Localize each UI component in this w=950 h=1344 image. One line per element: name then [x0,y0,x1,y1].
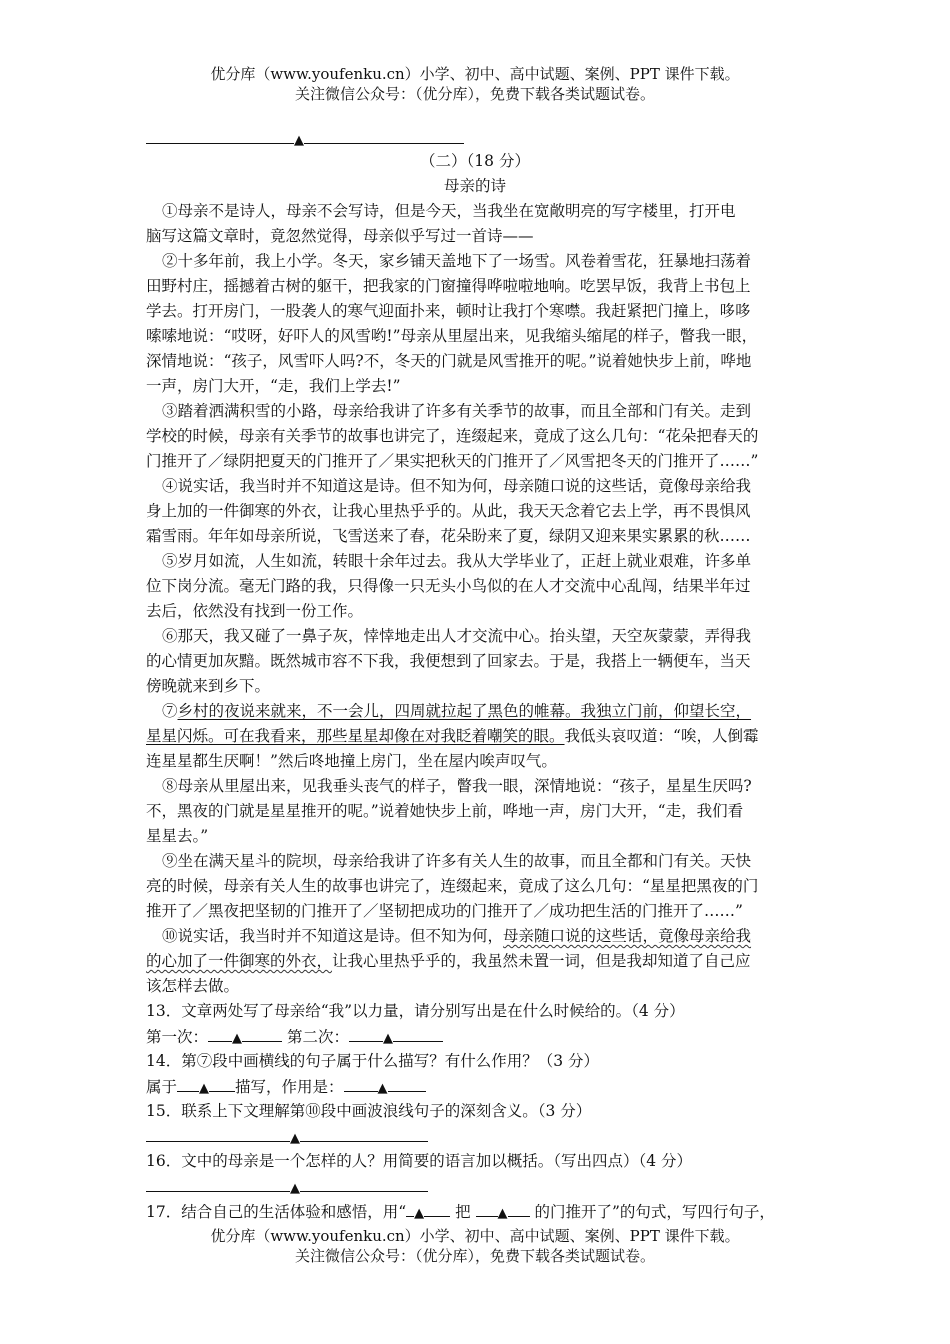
q17-text: 把 [455,1203,471,1221]
answer-blank[interactable] [177,1076,199,1092]
q15-answer-row [146,1126,810,1149]
header-line-2: 关注微信公众号：（优分库），免费下载各类试题试卷。 [294,85,655,103]
answer-marker: ▲ [290,1181,300,1196]
answer-blank[interactable] [146,128,294,144]
answer-blank[interactable] [300,1176,428,1192]
answer-marker: ▲ [199,1081,210,1096]
answer-blank[interactable] [476,1201,498,1217]
text-line: 不，黑夜的门就是星星推开的呢。”说着她快步上前，哗地一声，房门大开，“走，我们看 [146,802,744,820]
answer-marker: ▲ [414,1206,425,1221]
question-15: 15．联系上下文理解第⑩段中画波浪线句子的深刻含义。（3 分） [146,1102,592,1120]
text-line: ⑨坐在满天星斗的院坝，母亲给我讲了许多有关人生的故事，而且全都和门有关。天快 [162,852,752,870]
text-line: ⑥那天，我又碰了一鼻子灰，悻悻地走出人才交流中心。抬头望，天空灰蒙蒙，弄得我 [162,627,752,645]
answer-line-prev [146,128,810,151]
text-line: 该怎样去做。 [146,977,240,995]
text-line: 学去。打开房门，一股袭人的寒气迎面扑来，顿时让我打个寒噤。我赶紧把门撞上，哆哆 [146,302,751,320]
page-header [0,64,950,104]
p10-line-1 [146,926,826,946]
p10-text: 让我心里热乎乎的，我虽然未置一词，但是我却知道了自己应 [332,952,751,970]
text-line: 深情地说：“孩子，风雪吓人吗?不，冬天的门就是风雪推开的呢。”说着她快步上前，哗地 [146,352,752,370]
text-line: 一声，房门大开，“走，我们上学去!” [146,377,401,395]
q16-answer-row [146,1176,810,1199]
q13-answer-row [146,1026,810,1049]
text-line: 田野村庄，摇撼着古树的躯干，把我家的门窗撞得哗啦啦地响。吃罢早饭，我背上书包上 [146,277,751,295]
text-line: 连星星都生厌啊！”然后咚地撞上房门，坐在屋内唉声叹气。 [146,752,557,770]
text-line: ④说实话，我当时并不知道这是诗。但不知为何，母亲随口说的这些话，竟像母亲给我 [162,477,752,495]
p7-line-1 [146,701,826,721]
answer-blank[interactable] [508,1201,530,1217]
q14-answer-row [146,1076,810,1099]
p10-line-2 [146,951,810,971]
text-line: ⑧母亲从里屋出来，见我垂头丧气的样子，瞥我一眼，深情地说：“孩子，星星生厌吗? [162,777,752,795]
answer-blank[interactable] [208,1026,232,1042]
p7-line-2 [146,726,810,746]
answer-marker: ▲ [497,1206,508,1221]
question-13: 13．文章两处写了母亲给“我”以力量，请分别写出是在什么时候给的。（4 分） [146,1002,685,1020]
footer-line-2: 关注微信公众号：（优分库），免费下载各类试题试卷。 [294,1247,655,1265]
q17-text: 的门推开了”的句式，写四行句子， [534,1203,775,1221]
text-line: 脑写这篇文章时，竟忽然觉得，母亲似乎写过一首诗—— [146,227,534,245]
q13-second-label: 第二次： [286,1028,349,1046]
text-line: 霜雪雨。年年如母亲所说，飞雪送来了春，花朵盼来了夏，绿阴又迎来果实累累的秋…… [146,527,751,545]
answer-blank[interactable] [146,1126,290,1142]
text-line: ⑤岁月如流，人生如流，转眼十余年过去。我从大学毕业了，正赶上就业艰难，许多单 [162,552,752,570]
q14-label-a: 属于 [146,1078,178,1096]
answer-blank[interactable] [406,1201,414,1217]
p10-text: ⑩说实话，我当时并不知道这是诗。但不知为何， [162,927,504,945]
answer-marker: ▲ [382,1031,393,1046]
answer-blank[interactable] [349,1026,383,1042]
q13-first-label: 第一次： [146,1028,209,1046]
question-17 [146,1201,810,1224]
q14-label-b: 描写，作用是： [235,1078,344,1096]
text-line: 嗦嗦地说：“哎呀，好吓人的风雪哟!”母亲从里屋出来，见我缩头缩尾的样子，瞥我一眼， [146,327,758,345]
p7-number: ⑦ [162,702,178,720]
underlined-sentence: 星星闪烁。可在我看来，那些星星却像在对我眨着嘲笑的眼。 [146,727,565,745]
answer-blank[interactable] [388,1076,426,1092]
text-line: 门推开了／绿阴把夏天的门推开了／果实把秋天的门推开了／风雪把冬天的门推开了……” [146,452,759,470]
question-16: 16．文中的母亲是一个怎样的人？用简要的语言加以概括。（写出四点）（4 分） [146,1152,693,1170]
text-line: 星星去。” [146,827,209,845]
footer-line-1: 优分库（www.youfenku.cn）小学、初中、高中试题、案例、PPT 课件下载。 [210,1227,740,1245]
text-line: 位下岗分流。毫无门路的我，只得像一只无头小鸟似的在人才交流中心乱闯，结果半年过 [146,577,751,595]
question-14: 14．第⑦段中画横线的句子属于什么描写？有什么作用？（3 分） [146,1052,600,1070]
answer-marker: ▲ [294,133,304,148]
wavy-sentence: 的心加了一件御寒的外衣， [146,952,333,970]
p7-text: 我低头哀叹道：“唉，人倒霉 [564,727,759,745]
answer-blank[interactable] [146,1176,290,1192]
underlined-sentence: 乡村的夜说来就来，不一会儿，四周就拉起了黑色的帷幕。我独立门前，仰望长空， [177,702,752,720]
answer-blank[interactable] [209,1076,235,1092]
text-line: 傍晚就来到乡下。 [146,677,271,695]
answer-marker: ▲ [232,1031,243,1046]
answer-blank[interactable] [424,1201,450,1217]
header-line-1: 优分库（www.youfenku.cn）小学、初中、高中试题、案例、PPT 课件下载。 [210,65,740,83]
answer-blank[interactable] [300,1126,428,1142]
page-footer [0,1226,950,1266]
answer-blank[interactable] [393,1026,443,1042]
answer-blank[interactable] [242,1026,282,1042]
text-line: 学校的时候，母亲有关季节的故事也讲完了，连缀起来，竟成了这么几句：“花朵把春天的 [146,427,759,445]
answer-blank[interactable] [304,128,464,144]
q17-text: 17．结合自己的生活体验和感悟，用“ [146,1203,407,1221]
text-line: 推开了／黑夜把坚韧的门推开了／坚韧把成功的门推开了／成功把生活的门推开了……” [146,902,743,920]
text-line: 的心情更加灰黯。既然城市容不下我，我便想到了回家去。于是，我搭上一辆便车，当天 [146,652,751,670]
section-heading: （二）（18 分） [420,152,530,170]
answer-marker: ▲ [290,1131,300,1146]
text-line: 去后，依然没有找到一份工作。 [146,602,364,620]
text-line: ①母亲不是诗人，母亲不会写诗，但是今天，当我坐在宽敞明亮的写字楼里，打开电 [162,202,736,220]
text-line: 身上加的一件御寒的外衣，让我心里热乎乎的。从此，我天天念着它去上学，再不畏惧风 [146,502,751,520]
text-line: ③踏着洒满积雪的小路，母亲给我讲了许多有关季节的故事，而且全部和门有关。走到 [162,402,752,420]
answer-blank[interactable] [344,1076,378,1092]
article-title: 母亲的诗 [443,177,506,195]
answer-marker: ▲ [377,1081,388,1096]
text-line: 亮的时候，母亲有关人生的故事也讲完了，连缀起来，竟成了这么几句：“星星把黑夜的门 [146,877,759,895]
wavy-sentence: 母亲随口说的这些话，竟像母亲给我 [503,927,752,945]
text-line: ②十多年前，我上小学。冬天，家乡铺天盖地下了一场雪。风卷着雪花，狂暴地扫荡着 [162,252,752,270]
